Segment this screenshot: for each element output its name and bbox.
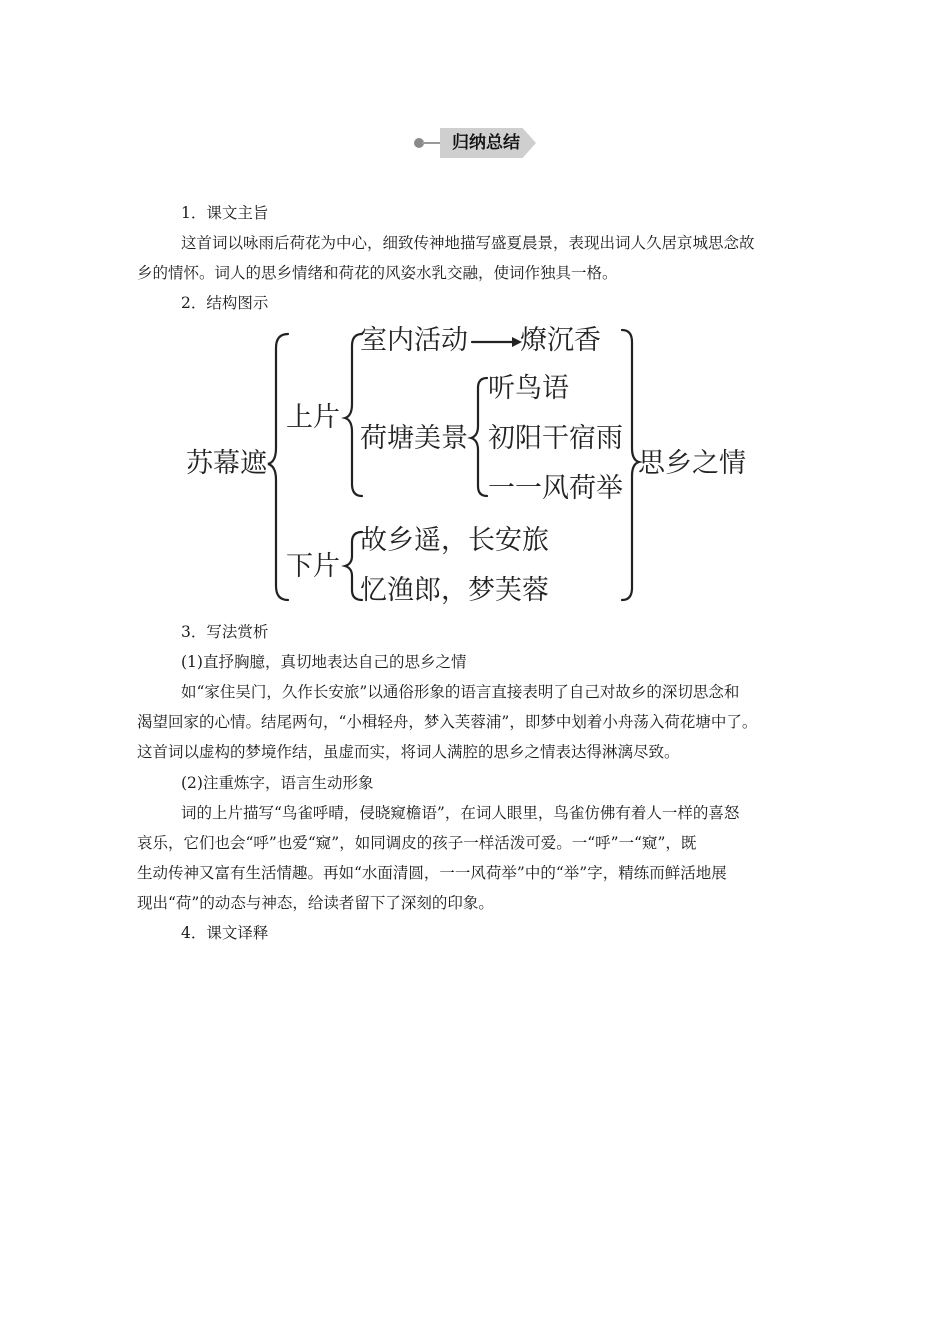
section-banner (414, 128, 536, 158)
paragraph-line: 乡的情怀。词人的思乡情绪和荷花的风姿水乳交融，使词作独具一格。 (137, 264, 618, 282)
paragraph-line: 这首词以咏雨后荷花为中心，细致传神地描写盛夏晨景，表现出词人久居京城思念故 (181, 234, 755, 252)
diagram-lower-item: 故乡遥，长安旅 (360, 525, 549, 556)
section-heading-structure: 2．结构图示 (181, 294, 269, 312)
paragraph-line: 词的上片描写“鸟雀呼晴，侵晓窥檐语”，在词人眼里，鸟雀仿佛有着人一样的喜怒 (181, 804, 740, 822)
paragraph-theme (137, 228, 827, 288)
subheading-direct: (1)直抒胸臆，真切地表达自己的思乡之情 (181, 653, 467, 671)
paragraph-diction (137, 798, 827, 918)
diagram-pond-item: 一一风荷举 (488, 473, 623, 504)
banner-title: 归纳总结 (452, 133, 520, 153)
brace-pond (471, 378, 487, 496)
diagram-upper: 上片 (286, 402, 340, 433)
diagram-indoor: 室内活动 (360, 325, 468, 356)
brace-upper (345, 334, 362, 496)
diagram-pond: 荷塘美景 (360, 423, 468, 454)
subheading-diction: (2)注重炼字，语言生动形象 (181, 774, 374, 792)
paragraph-line: 这首词以虚构的梦境作结，虽虚而实，将词人满腔的思乡之情表达得淋漓尽致。 (137, 743, 680, 761)
paragraph-line: 现出“荷”的动态与神态，给读者留下了深刻的印象。 (137, 894, 494, 912)
paragraph-direct (137, 677, 827, 767)
diagram-indoor-result: 燎沉香 (520, 325, 601, 356)
diagram-lower: 下片 (286, 551, 340, 582)
paragraph-line: 如“家住吴门，久作长安旅”以通俗形象的语言直接表明了自己对故乡的深切思念和 (181, 683, 740, 701)
brace-root (268, 334, 288, 600)
structure-diagram (180, 322, 760, 612)
paragraph-line: 渴望回家的心情。结尾两句，“小楫轻舟，梦入芙蓉浦”，即梦中划着小舟荡入荷花塘中了。 (137, 713, 758, 731)
diagram-pond-item: 听鸟语 (488, 373, 569, 404)
diagram-theme: 思乡之情 (638, 448, 746, 479)
diagram-root: 苏幕遮 (186, 448, 267, 479)
brace-right (622, 330, 639, 600)
section-heading-theme: 1．课文主旨 (181, 204, 269, 222)
section-heading-translation: 4．课文译释 (181, 924, 269, 942)
paragraph-line: 哀乐，它们也会“呼”也爱“窥”，如同调皮的孩子一样活泼可爱。一“呼”一“窥”，既 (137, 834, 697, 852)
section-heading-writing: 3．写法赏析 (181, 623, 269, 641)
diagram-pond-item: 初阳干宿雨 (488, 423, 623, 454)
paragraph-line: 生动传神又富有生活情趣。再如“水面清圆，一一风荷举”中的“举”字，精练而鲜活地展 (137, 864, 727, 882)
diagram-lower-item: 忆渔郎，梦芙蓉 (360, 575, 549, 606)
